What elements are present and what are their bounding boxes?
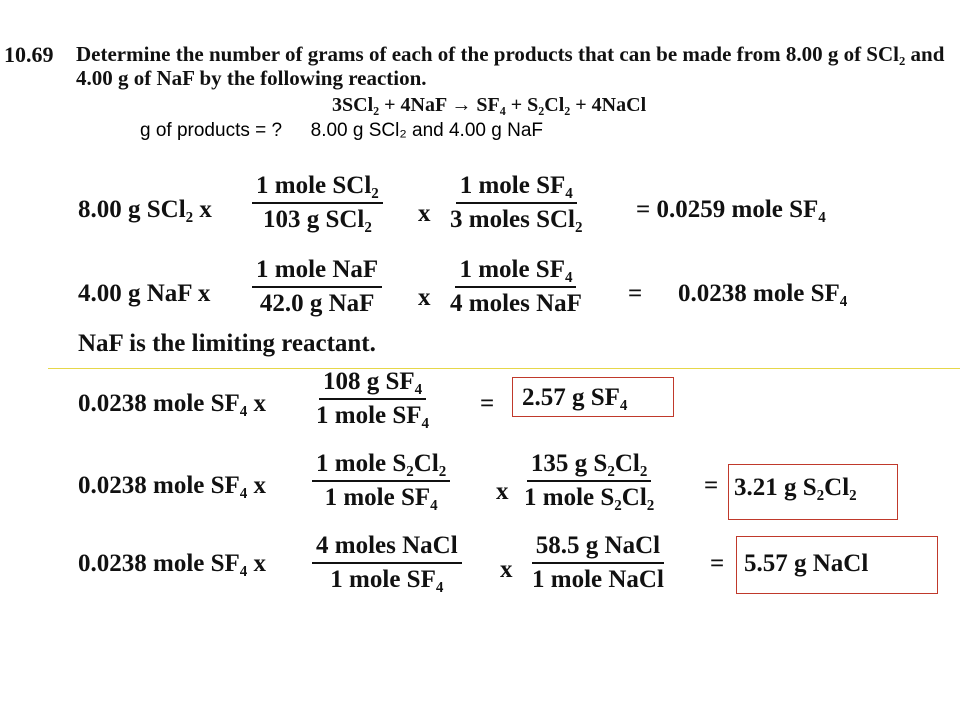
calc2-f1-num: 1 mole NaF (252, 256, 382, 288)
calc3-f1-den: 1 mole SF₄ (316, 402, 430, 429)
calc5-result: 5.57 g NaCl (744, 550, 869, 577)
calc2-lead: 4.00 g NaF x (78, 280, 211, 307)
calc5-f2-den: 1 mole NaCl (532, 566, 664, 593)
calc3-f1-num: 108 g SF₄ (319, 368, 426, 400)
calc1-fraction-1 (252, 172, 383, 234)
given-line (140, 120, 543, 142)
calc2-equals: = (628, 280, 643, 307)
calc2-times: x (418, 284, 431, 311)
reaction-equation: 3SCl₂ + 4NaF → SF₄ + S₂Cl₂ + 4NaCl (332, 94, 647, 116)
calc5-equals: = (710, 550, 725, 577)
calc4-equals: = (704, 472, 719, 499)
calc5-times: x (500, 556, 513, 583)
given-prefix: g of products = ? (140, 120, 283, 141)
calc2-f2-den: 4 moles NaF (450, 290, 582, 317)
given-data: 8.00 g SCl₂ and 4.00 g NaF (310, 120, 543, 141)
calc4-f1-num: 1 mole S₂Cl₂ (312, 450, 450, 482)
divider-line (48, 368, 960, 369)
calc1-times: x (418, 200, 431, 227)
calc1-f1-den: 103 g SCl₂ (262, 206, 372, 233)
calc4-lead: 0.0238 mole SF₄ x (78, 472, 267, 499)
calc2-f1-den: 42.0 g NaF (259, 290, 375, 317)
calc5-f1-num: 4 moles NaCl (312, 532, 462, 564)
limiting-reactant-note: NaF is the limiting reactant. (78, 330, 376, 357)
calc3-fraction-1 (312, 368, 433, 430)
calc2-f2-num: 1 mole SF₄ (455, 256, 576, 288)
calc4-result: 3.21 g S₂Cl₂ (734, 474, 857, 501)
problem-text-line-2: 4.00 g of NaF by the following reaction. (76, 66, 427, 90)
calc1-f1-num: 1 mole SCl₂ (252, 172, 383, 204)
calc4-fraction-2 (520, 450, 658, 512)
problem-number: 10.69 (4, 42, 54, 67)
calc4-fraction-1 (312, 450, 450, 512)
calc2-fraction-1 (252, 256, 382, 318)
calc4-f2-den: 1 mole S₂Cl₂ (524, 484, 655, 511)
calc1-f2-num: 1 mole SF₄ (456, 172, 577, 204)
calc1-fraction-2 (446, 172, 587, 234)
calc3-equals: = (480, 390, 495, 417)
calc5-f2-num: 58.5 g NaCl (532, 532, 664, 564)
calc3-result: 2.57 g SF₄ (522, 384, 628, 411)
calc1-lead: 8.00 g SCl₂ x (78, 196, 212, 223)
calc4-times: x (496, 478, 509, 505)
calc1-result: = 0.0259 mole SF₄ (636, 196, 826, 223)
calc4-f2-num: 135 g S₂Cl₂ (527, 450, 651, 482)
problem-text-line-1: Determine the number of grams of each of the products that can be made from 8.00 g of SCl₂ and (76, 42, 945, 66)
calc5-f1-den: 1 mole SF₄ (330, 566, 444, 593)
calc1-f2-den: 3 moles SCl₂ (450, 206, 583, 233)
calc2-fraction-2 (446, 256, 586, 318)
calc5-lead: 0.0238 mole SF₄ x (78, 550, 267, 577)
calc2-result: 0.0238 mole SF₄ (678, 280, 848, 307)
calc5-fraction-1 (312, 532, 462, 594)
calc5-fraction-2 (528, 532, 668, 594)
calc3-lead: 0.0238 mole SF₄ x (78, 390, 267, 417)
calc4-f1-den: 1 mole SF₄ (324, 484, 438, 511)
